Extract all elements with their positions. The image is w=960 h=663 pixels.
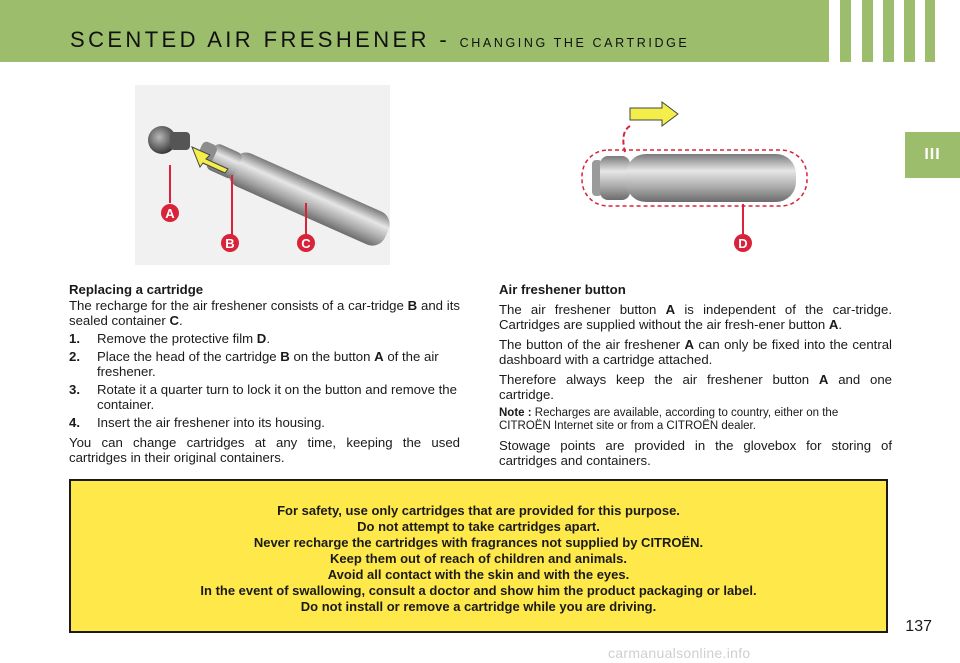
safety-warning-box (69, 479, 888, 633)
chapter-tab: III (905, 132, 960, 178)
step-1: 1. Remove the protective film D. (69, 331, 270, 346)
arrow-icon (630, 102, 678, 126)
step-3: 3. Rotate it a quarter turn to lock it on the button and remove the container. (69, 382, 457, 412)
right-column (499, 282, 892, 468)
button-paragraph-2: The button of the air freshener A can only be fixed into the central dashboard with a cartridge attached. (499, 337, 892, 367)
warning-line: Do not install or remove a cartridge while you are driving. (300, 599, 657, 614)
button-paragraph-3: Therefore always keep the air freshener button A and one cartridge. (499, 372, 893, 402)
label-d (734, 234, 752, 252)
stowage-paragraph: Stowage points are provided in the glovebox for storing of cartridges and containers. (499, 438, 892, 468)
warning-line: Do not attempt to take cartridges apart. (357, 519, 600, 534)
label-b (221, 234, 239, 252)
figure-cartridge-assembly (130, 85, 395, 265)
warning-line: Never recharge the cartridges with fragrances not supplied by CITROËN. (253, 535, 704, 550)
step-4: 4. Insert the air freshener into its housing. (69, 415, 325, 430)
button-paragraph-1: The air freshener button A is independent of the car-tridge. Cartridges are supplied without the air fresh-ener button A. (499, 302, 892, 332)
section-heading-replacing: Replacing a cartridge (69, 282, 204, 297)
left-column (69, 282, 460, 465)
warning-line: For safety, use only cartridges that are provided for this purpose. (277, 503, 680, 518)
label-c (297, 234, 315, 252)
note-paragraph: Note : Recharges are available, according to country, either on the CITROËN Internet site or from a CITROËN dealer. (499, 407, 839, 432)
page-subtitle: CHANGING THE CARTRIDGE (459, 36, 690, 50)
page-title: SCENTED AIR FRESHENER - CHANGING THE CARTRIDGE (70, 27, 690, 52)
section-heading-button: Air freshener button (499, 282, 626, 297)
svg-text:A: A (165, 206, 175, 221)
warning-line: In the event of swallowing, consult a doctor and show him the product packaging or label. (200, 583, 757, 598)
warning-line: Avoid all contact with the skin and with the eyes. (327, 567, 630, 582)
warning-line: Keep them out of reach of children and animals. (330, 551, 627, 566)
svg-text:C: C (301, 236, 311, 251)
page-header (0, 0, 960, 62)
svg-text:D: D (738, 236, 748, 251)
watermark: carmanualsonline.info (608, 645, 751, 661)
page-number: 137 (905, 618, 932, 635)
intro-paragraph: The recharge for the air freshener consists of a car-tridge B and its sealed container C. (69, 298, 460, 328)
outro-paragraph: You can change cartridges at any time, keeping the used cartridges in their original containers. (69, 435, 460, 465)
step-2: 2. Place the head of the cartridge B on the button A of the air freshener. (69, 349, 439, 379)
label-a (161, 204, 179, 222)
svg-text:B: B (225, 236, 235, 251)
figure-cartridge-film (570, 100, 820, 265)
